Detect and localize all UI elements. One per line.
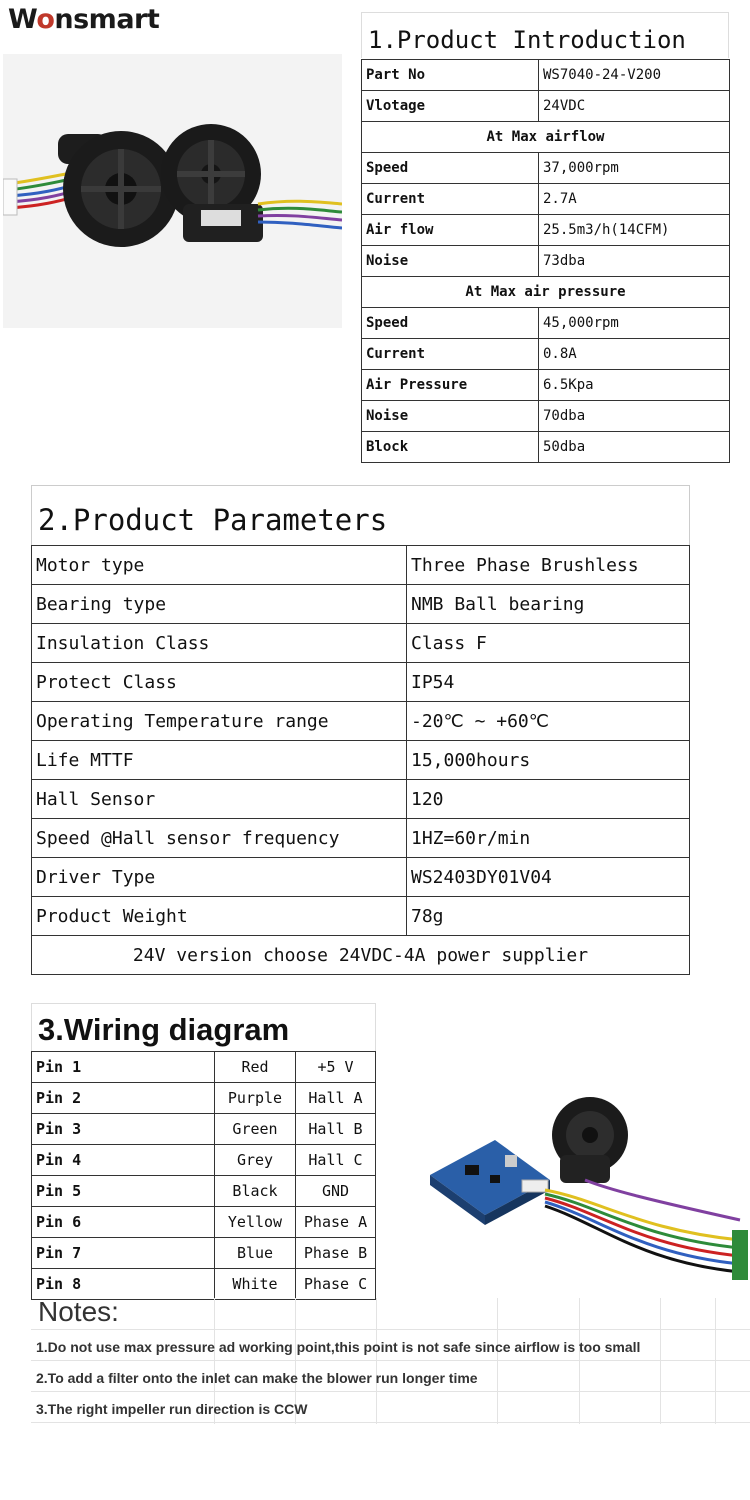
pin-function: Phase A: [296, 1207, 376, 1238]
table-row: [32, 1114, 376, 1145]
spec-value: 0.8A: [539, 339, 730, 370]
spec-label: Part No: [362, 60, 539, 91]
table-row: [362, 91, 730, 122]
pin-label: Pin 8: [32, 1269, 215, 1300]
param-label: Life MTTF: [32, 741, 407, 780]
product-parameters-title: 2.Product Parameters: [31, 485, 690, 545]
driver-board-photo: [410, 1080, 750, 1298]
table-row: [362, 277, 730, 308]
table-row: [32, 780, 690, 819]
grid-line: [31, 1391, 750, 1392]
spec-value: 37,000rpm: [539, 153, 730, 184]
table-row: [362, 122, 730, 153]
note-item: 3.The right impeller run direction is CCW: [36, 1401, 308, 1417]
note-item: 1.Do not use max pressure ad working point,this point is not safe since airflow is too small: [36, 1339, 641, 1355]
table-row: [362, 153, 730, 184]
table-row: [362, 184, 730, 215]
spec-label: Vlotage: [362, 91, 539, 122]
pin-label: Pin 2: [32, 1083, 215, 1114]
table-row: [32, 1269, 376, 1300]
grid-line: [376, 1298, 377, 1424]
pin-label: Pin 4: [32, 1145, 215, 1176]
table-row: [32, 741, 690, 780]
table-row: [32, 819, 690, 858]
wiring-table: [31, 1051, 376, 1300]
param-label: Protect Class: [32, 663, 407, 702]
grid-line: [31, 1360, 750, 1361]
wire-color: White: [215, 1269, 296, 1300]
notes-title: Notes:: [38, 1296, 119, 1327]
table-row: [32, 1176, 376, 1207]
spec-value: 50dba: [539, 432, 730, 463]
wire-color: Green: [215, 1114, 296, 1145]
wiring-diagram-title: 3.Wiring diagram: [31, 1003, 376, 1051]
pin-function: Hall B: [296, 1114, 376, 1145]
pin-label: Pin 5: [32, 1176, 215, 1207]
spec-label: Current: [362, 184, 539, 215]
wire-color: Yellow: [215, 1207, 296, 1238]
wire-color: Blue: [215, 1238, 296, 1269]
table-row: [362, 370, 730, 401]
grid-line: [497, 1298, 498, 1424]
table-row: [362, 401, 730, 432]
table-row: [362, 432, 730, 463]
product-introduction-title: 1.Product Introduction: [361, 12, 729, 58]
table-row: [32, 585, 690, 624]
table-row: [32, 1207, 376, 1238]
pin-function: Phase B: [296, 1238, 376, 1269]
spec-value: 25.5m3/h(14CFM): [539, 215, 730, 246]
pressure-header: At Max air pressure: [362, 277, 730, 308]
pin-label: Pin 6: [32, 1207, 215, 1238]
param-value: WS2403DY01V04: [407, 858, 690, 897]
pin-function: Hall C: [296, 1145, 376, 1176]
pin-label: Pin 7: [32, 1238, 215, 1269]
param-label: Product Weight: [32, 897, 407, 936]
param-value: 15,000hours: [407, 741, 690, 780]
param-label: Operating Temperature range: [32, 702, 407, 741]
param-label: Bearing type: [32, 585, 407, 624]
table-row: [32, 546, 690, 585]
logo-text-rest: nsmart: [54, 4, 160, 35]
grid-line: [31, 1422, 750, 1423]
grid-line: [715, 1298, 716, 1424]
spec-label: Noise: [362, 401, 539, 432]
wire-color: Red: [215, 1052, 296, 1083]
grid-line: [579, 1298, 580, 1424]
param-label: Hall Sensor: [32, 780, 407, 819]
pin-function: Hall A: [296, 1083, 376, 1114]
grid-line: [660, 1298, 661, 1424]
spec-value: 2.7A: [539, 184, 730, 215]
wire-color: Purple: [215, 1083, 296, 1114]
spec-label: Speed: [362, 153, 539, 184]
table-row: [362, 60, 730, 91]
spec-value: 73dba: [539, 246, 730, 277]
spec-value: 70dba: [539, 401, 730, 432]
table-row: [362, 215, 730, 246]
pin-function: +5 V: [296, 1052, 376, 1083]
spec-value: WS7040-24-V200: [539, 60, 730, 91]
spec-label: Air flow: [362, 215, 539, 246]
spec-label: Speed: [362, 308, 539, 339]
param-value: NMB Ball bearing: [407, 585, 690, 624]
param-value: 78g: [407, 897, 690, 936]
spec-value: 6.5Kpa: [539, 370, 730, 401]
logo-text-w: W: [8, 4, 37, 35]
spec-value: 24VDC: [539, 91, 730, 122]
table-row: [32, 663, 690, 702]
param-value: 120: [407, 780, 690, 819]
pin-function: Phase C: [296, 1269, 376, 1300]
blower-product-photo: [3, 54, 342, 328]
product-introduction-table: [361, 59, 730, 463]
logo-text-o: o: [36, 4, 55, 35]
grid-line: [31, 1329, 750, 1330]
power-supply-note: 24V version choose 24VDC-4A power supplier: [32, 936, 690, 975]
param-value: -20℃ ~ +60℃: [407, 702, 690, 741]
param-value: 1HZ=60r/min: [407, 819, 690, 858]
table-row: [32, 858, 690, 897]
pin-label: Pin 1: [32, 1052, 215, 1083]
spec-label: Current: [362, 339, 539, 370]
spec-value: 45,000rpm: [539, 308, 730, 339]
param-value: Three Phase Brushless: [407, 546, 690, 585]
table-row: [32, 1052, 376, 1083]
pin-label: Pin 3: [32, 1114, 215, 1145]
product-parameters-table: [31, 545, 690, 975]
table-row: [32, 702, 690, 741]
table-row: [32, 1083, 376, 1114]
table-row: [32, 1145, 376, 1176]
spec-label: Noise: [362, 246, 539, 277]
param-value: Class F: [407, 624, 690, 663]
spec-label: Block: [362, 432, 539, 463]
param-label: Motor type: [32, 546, 407, 585]
wire-color: Grey: [215, 1145, 296, 1176]
table-row: [32, 936, 690, 975]
airflow-header: At Max airflow: [362, 122, 730, 153]
note-item: 2.To add a filter onto the inlet can make the blower run longer time: [36, 1370, 478, 1386]
table-row: [32, 1238, 376, 1269]
table-row: [362, 308, 730, 339]
table-row: [32, 624, 690, 663]
table-row: [362, 339, 730, 370]
pin-function: GND: [296, 1176, 376, 1207]
table-row: [362, 246, 730, 277]
spec-label: Air Pressure: [362, 370, 539, 401]
driver-board-illustration: [410, 1080, 750, 1298]
brand-logo: [8, 4, 159, 35]
table-row: [32, 897, 690, 936]
param-label: Driver Type: [32, 858, 407, 897]
blower-illustration: [3, 54, 342, 328]
param-label: Speed @Hall sensor frequency: [32, 819, 407, 858]
wire-color: Black: [215, 1176, 296, 1207]
param-label: Insulation Class: [32, 624, 407, 663]
param-value: IP54: [407, 663, 690, 702]
